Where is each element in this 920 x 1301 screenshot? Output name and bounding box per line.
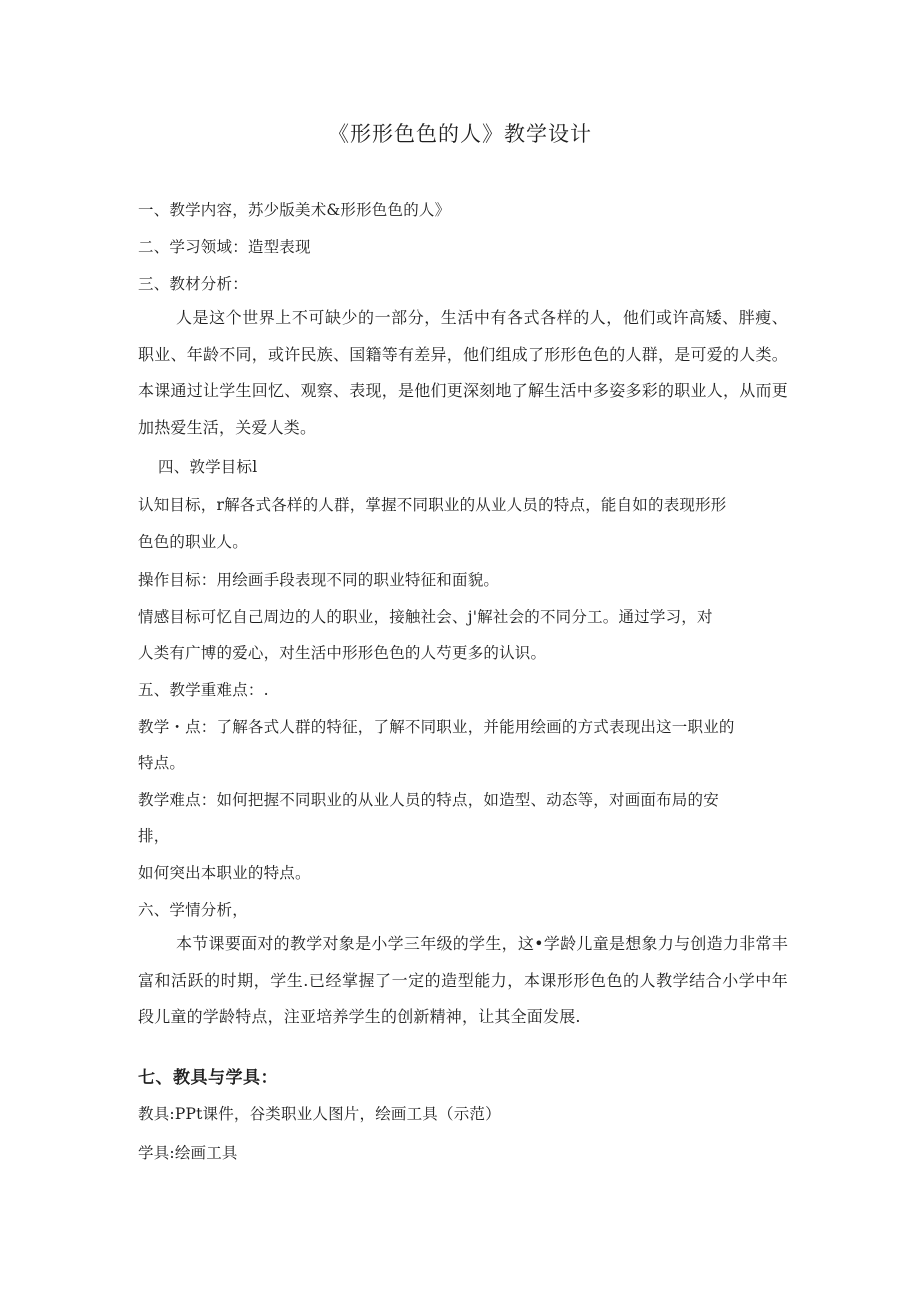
section-student-analysis-heading: 六、学情分析， xyxy=(138,901,248,919)
difficulty-line-3: 如何突出本职业的特点。 xyxy=(138,864,311,882)
cognitive-goal-line-1: 认知目标，r解各式各样的人群，掌握不同职业的从业人员的特点，能自如的表现形形 xyxy=(138,496,727,514)
document-title: 《形形色色的人》教学设计 xyxy=(328,122,592,146)
operation-goal: 操作目标：用绘画手段表现不同的职业特征和面貌。 xyxy=(138,571,500,589)
section-material-analysis-heading: 三、教材分析： xyxy=(138,275,248,293)
key-point-line-2: 特点。 xyxy=(138,754,186,772)
cognitive-goal-line-2: 色色的职业人。 xyxy=(138,533,248,551)
key-point-line-1: 教学・点：了解各式人群的特征，了解不同职业，并能用绘画的方式表现出这一职业的 xyxy=(138,718,735,736)
section-key-points-heading: 五、教学重难点：. xyxy=(138,681,269,699)
section-tools-heading: 七、教具与学具： xyxy=(138,1068,278,1088)
material-analysis-paragraph: 人是这个世界上不可缺少的一部分，生活中有各式各样的人，他们或许高矮、胖瘦、职业、年龄不同，或许民族、国籍等有差异，他们组成了形形色色的人群，是可爱的人类。本课通过让学生回忆、观察、表现，是他们更深刻地了解生活中多姿多彩的职业人，从而更加热爱生活，关爱人类。 xyxy=(138,308,788,437)
student-tools: 学具:绘画工具 xyxy=(138,1144,238,1162)
emotional-goal-line-2: 人类有广博的爱心，对生活中形形色色的人芍更多的认识。 xyxy=(138,644,547,662)
emotional-goal-line-1: 情感目标可忆自己周边的人的职业，接触社会、j'解社会的不同分工。通过学习，对 xyxy=(138,608,713,626)
difficulty-line-2: 排， xyxy=(138,827,170,845)
difficulty-line-1: 教学难点：如何把握不同职业的从业人员的特点，如造型、动态等，对画面布局的安 xyxy=(138,791,719,809)
student-analysis-paragraph: 本节课要面对的教学对象是小学三年级的学生，这•学龄儿童是想象力与创造力非常丰富和活跃的时期，学生.已经掌握了一定的造型能力，本课形形色色的人教学结合小学中年段儿童的学龄特点，注亚培养学生的创新精神，让其全面发展. xyxy=(138,934,788,1026)
section-teaching-content: 一、教学内容，苏少版美术&形形色色的人》 xyxy=(138,201,451,219)
section-teaching-goals-heading: 四、敦学目标l xyxy=(158,458,258,476)
teacher-tools: 教具:PPt课件，谷类职业人图片，绘画工具（示范） xyxy=(138,1105,501,1123)
section-learning-domain: 二、学习领域：造型表现 xyxy=(138,238,311,256)
